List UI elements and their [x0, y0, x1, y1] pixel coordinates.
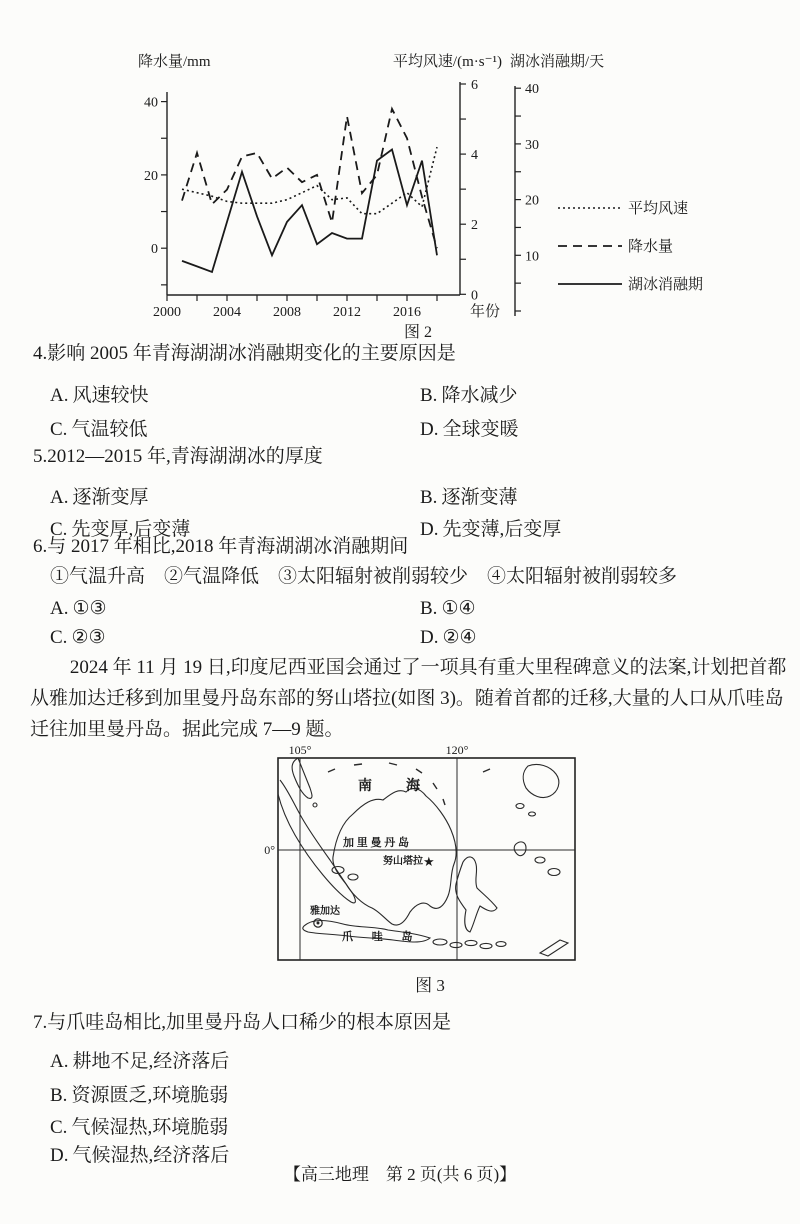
option-key: D.: [420, 627, 439, 648]
chart-caption: 图 2: [403, 324, 433, 341]
question-4-number: 4.: [33, 343, 48, 364]
option-key: D.: [420, 519, 439, 540]
svg-text:4: 4: [471, 148, 478, 164]
option-key: B.: [420, 487, 438, 508]
series-dotted: [182, 147, 437, 214]
option-text: 逐渐变薄: [441, 487, 518, 508]
jakarta-city-marker: [314, 919, 322, 927]
question-6-option-a: [50, 597, 107, 620]
question-6-text: 与 2017 年相比,2018 年青海湖湖冰消融期间: [47, 536, 409, 557]
map-label-nusantara: 努山塔拉: [383, 856, 423, 867]
question-7-stem: [33, 1012, 451, 1035]
indonesia-map: [258, 742, 590, 972]
lake-ice-chart: [130, 44, 790, 344]
option-text: 气候湿热,经济落后: [72, 1145, 230, 1166]
question-4-option-b: [420, 380, 517, 407]
option-text: 气温较低: [71, 419, 148, 440]
map-label-south-china-sea: 南 海: [358, 779, 430, 794]
option-key: A.: [50, 598, 69, 619]
option-text: ②④: [442, 627, 477, 648]
question-6-stem: [33, 536, 408, 559]
option-text: 耕地不足,经济落后: [72, 1051, 230, 1072]
option-key: A.: [50, 1051, 69, 1072]
option-text: 降水减少: [441, 385, 518, 406]
option-text: 先变薄,后变厚: [442, 519, 562, 540]
option-key: A.: [50, 487, 69, 508]
option-text: 全球变暖: [442, 419, 519, 440]
question-4-option-c: [50, 414, 147, 441]
question-5-option-a: [50, 482, 149, 509]
question-5-number: 5.: [33, 446, 48, 467]
legend-label-ice: 湖冰消融期: [628, 277, 704, 293]
svg-text:2004: 2004: [213, 305, 241, 320]
svg-text:40: 40: [144, 95, 158, 111]
question-7-text: 与爪哇岛相比,加里曼丹岛人口稀少的根本原因是: [47, 1012, 452, 1033]
map-label-java: 爪 哇 岛: [342, 931, 421, 943]
chart-axis-title-wind: 平均风速/(m·s⁻¹): [392, 54, 502, 70]
svg-text:2012: 2012: [333, 305, 361, 320]
option-text: 气候湿热,环境脆弱: [71, 1117, 229, 1138]
question-4-option-a: [50, 380, 149, 407]
question-7-option-a: [50, 1046, 229, 1073]
svg-text:20: 20: [144, 168, 158, 184]
question-7-option-c: [50, 1112, 228, 1139]
chart-axis-title-ice: 湖冰消融期/天: [510, 54, 605, 70]
chart-x-unit-label: 年份: [470, 304, 501, 320]
chart-plot-area: [144, 78, 539, 320]
option-text: ①④: [441, 598, 476, 619]
svg-text:2008: 2008: [273, 305, 301, 320]
svg-text:40: 40: [525, 82, 539, 98]
chart-legend: [558, 199, 703, 293]
question-4-text: 影响 2005 年青海湖湖冰消融期变化的主要原因是: [47, 343, 456, 364]
question-7-option-b: [50, 1080, 228, 1107]
question-6-option-d: [420, 626, 477, 649]
passage-line-2: 从雅加达迁移到加里曼丹岛东部的努山塔拉(如图 3)。随着首都的迁移,大量的人口从爪哇岛: [30, 688, 784, 709]
option-key: B.: [50, 1085, 68, 1106]
option-key: C.: [50, 1117, 68, 1138]
option-text: 资源匮乏,环境脆弱: [71, 1085, 229, 1106]
question-6-option-b: [420, 597, 476, 620]
question-5-text: 2012—2015 年,青海湖湖冰的厚度: [47, 446, 323, 467]
option-key: D.: [420, 419, 439, 440]
option-key: C.: [50, 519, 68, 540]
question-6-option-c: [50, 626, 106, 649]
svg-text:2000: 2000: [153, 305, 181, 320]
option-key: A.: [50, 385, 69, 406]
series-solid: [182, 150, 437, 273]
svg-text:0: 0: [471, 288, 478, 304]
nusantara-star-marker: ★: [423, 854, 435, 869]
question-4-option-d: [420, 414, 519, 441]
map-label-kalimantan: 加 里 曼 丹 岛: [343, 837, 409, 849]
series-dashed: [182, 109, 437, 248]
option-key: C.: [50, 419, 68, 440]
svg-text:2016: 2016: [393, 305, 421, 320]
map-lat-0-label: 0°: [264, 843, 275, 857]
legend-label-precip: 降水量: [628, 239, 674, 255]
map-caption: 图 3: [415, 976, 445, 995]
option-text: 风速较快: [72, 385, 149, 406]
svg-text:0: 0: [151, 242, 158, 258]
question-5-option-d: [420, 514, 561, 541]
svg-text:10: 10: [525, 249, 539, 265]
svg-text:6: 6: [471, 78, 478, 93]
map-label-jakarta: 雅加达: [310, 906, 340, 917]
map-lon-120-label: 120°: [445, 743, 469, 757]
option-key: D.: [50, 1145, 69, 1166]
svg-text:2: 2: [471, 218, 478, 234]
question-4-stem: [33, 343, 456, 366]
question-5-stem: [33, 446, 323, 469]
question-6-items: ①气温升高 ②气温降低 ③太阳辐射被削弱较少 ④太阳辐射被削弱较多: [50, 566, 678, 587]
map-lon-105-label: 105°: [288, 743, 312, 757]
question-6-number: 6.: [33, 536, 48, 557]
page-footer: 【高三地理 第 2 页(共 6 页)】: [283, 1165, 517, 1184]
chart-axis-title-precip: 降水量/mm: [138, 54, 211, 70]
option-key: C.: [50, 627, 68, 648]
svg-text:30: 30: [525, 137, 539, 153]
passage-line-1: 2024 年 11 月 19 日,印度尼西亚国会通过了一项具有重大里程碑意义的法案,计划把首都: [69, 657, 787, 678]
legend-label-wind: 平均风速: [628, 201, 689, 217]
option-text: ①③: [72, 598, 107, 619]
passage-line-3: 迁往加里曼丹岛。据此完成 7—9 题。: [30, 719, 344, 740]
option-text: 先变厚,后变薄: [71, 519, 191, 540]
option-key: B.: [420, 385, 438, 406]
option-text: ②③: [71, 627, 106, 648]
svg-text:20: 20: [525, 193, 539, 209]
option-key: B.: [420, 598, 438, 619]
question-5-option-b: [420, 482, 517, 509]
option-text: 逐渐变厚: [72, 487, 149, 508]
question-7-number: 7.: [33, 1012, 48, 1033]
